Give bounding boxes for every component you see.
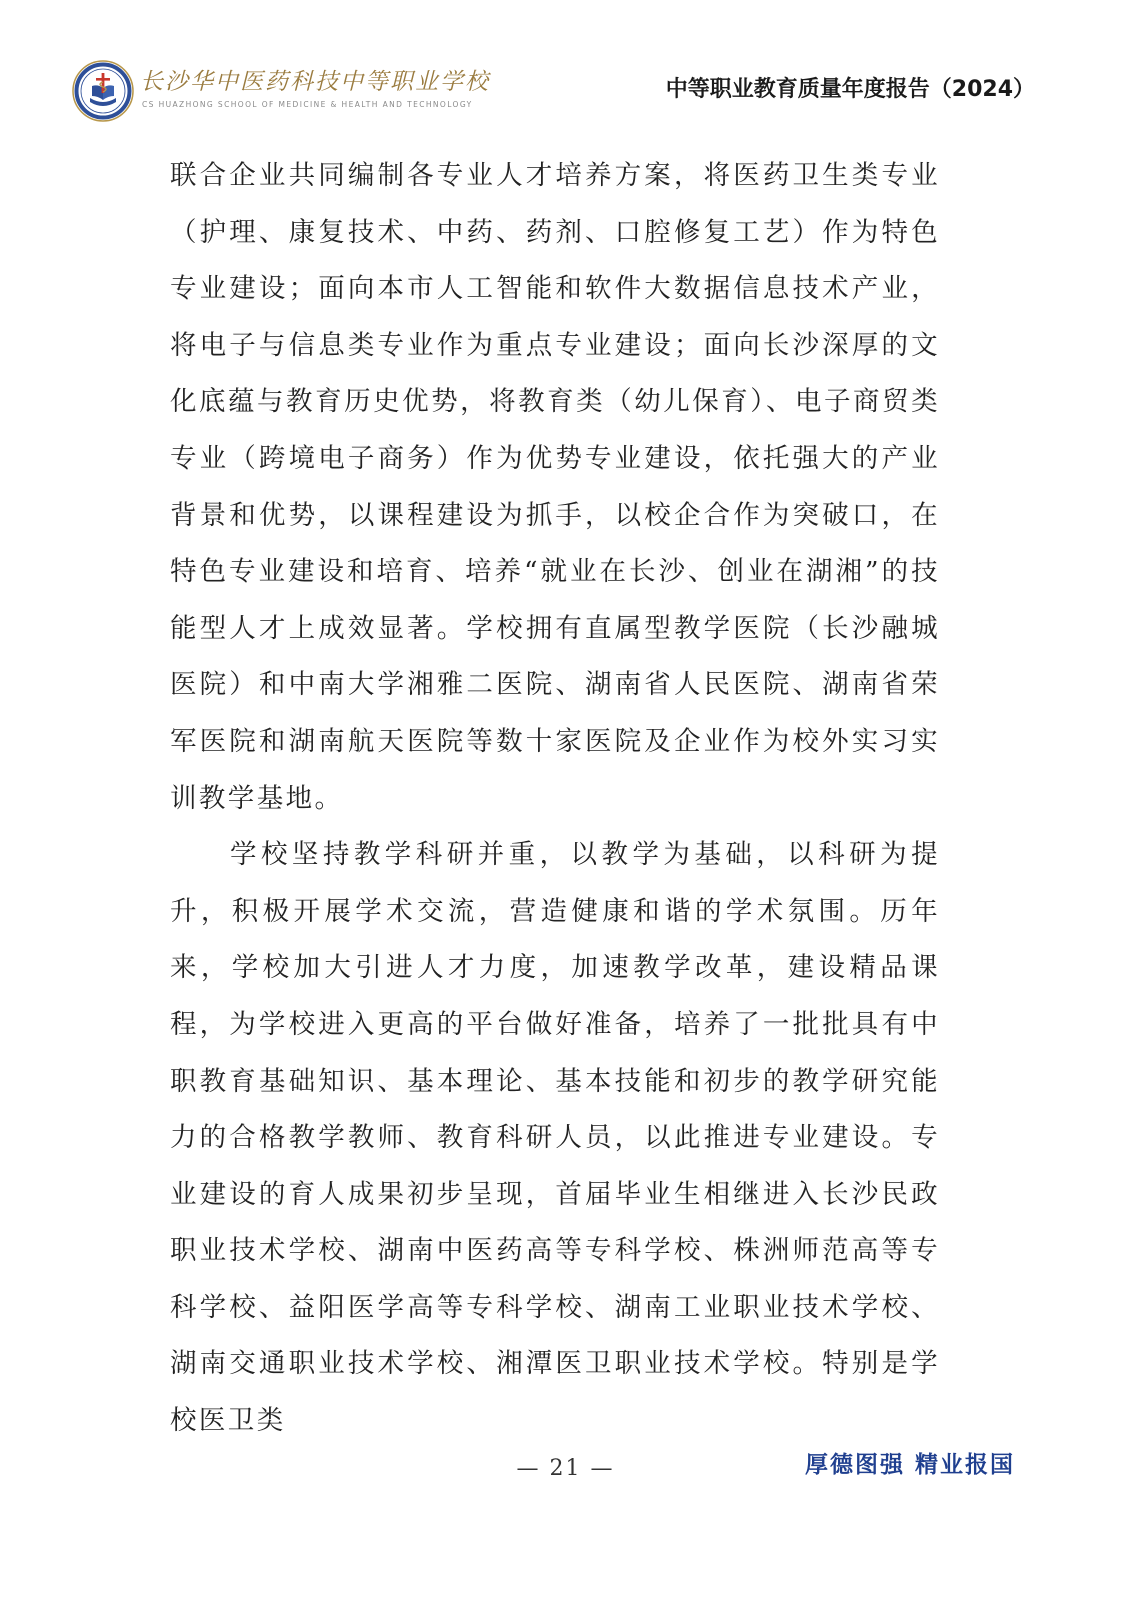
school-name-english: CS HUAZHONG SCHOOL OF MEDICINE & HEALTH AND TECHNOLOGY	[142, 100, 473, 109]
school-name-logotype: 长沙华中医药科技中等职业学校	[140, 69, 490, 95]
school-seal-icon	[72, 60, 134, 122]
paragraph-research: 学校坚持教学科研并重，以教学为基础，以科研为提升，积极开展学术交流，营造健康和谐的学术氛围。历年来，学校加大引进人才力度，加速教学改革，建设精品课程，为学校进入更高的平台做好准备，培养了一批批具有中职教育基础知识、基本理论、基本技能和初步的教学研究能力的合格教学教师、教育科研人员，以此推进专业建设。专业建设的育人成果初步呈现，首届毕业生相继进入长沙民政职业技术学校、湖南中医药高等专科学校、株洲师范高等专科学校、益阳医学高等专科学校、湖南工业职业技术学校、湖南交通职业技术学校、湘潭医卫职业技术学校。特别是学校医卫类	[170, 839, 940, 1437]
paragraph-majors: 联合企业共同编制各专业人才培养方案，将医药卫生类专业（护理、康复技术、中药、药剂、口腔修复工艺）作为特色专业建设；面向本市人工智能和软件大数据信息技术产业，将电子与信息类专业作为重点专业建设；面向长沙深厚的文化底蕴与教育历史优势，将教育类（幼儿保育）、电子商贸类专业（跨境电子商务）作为优势专业建设，依托强大的产业背景和优势，以课程建设为抓手，以校企合作为突破口，在特色专业建设和培育、培养“就业在长沙、创业在湖湘”的技能型人才上成效显著。学校拥有直属型教学医院（长沙融城医院）和中南大学湘雅二医院、湖南省人民医院、湖南省荣军医院和湖南航天医院等数十家医院及企业作为校外实习实训教学基地。	[170, 160, 940, 814]
page-header	[0, 0, 1131, 150]
report-title: 中等职业教育质量年度报告（2024）	[665, 77, 1035, 102]
school-motto: 厚德图强 精业报国	[804, 1452, 1015, 1478]
page-number: — 21 —	[516, 1456, 615, 1481]
report-body	[170, 148, 940, 1450]
